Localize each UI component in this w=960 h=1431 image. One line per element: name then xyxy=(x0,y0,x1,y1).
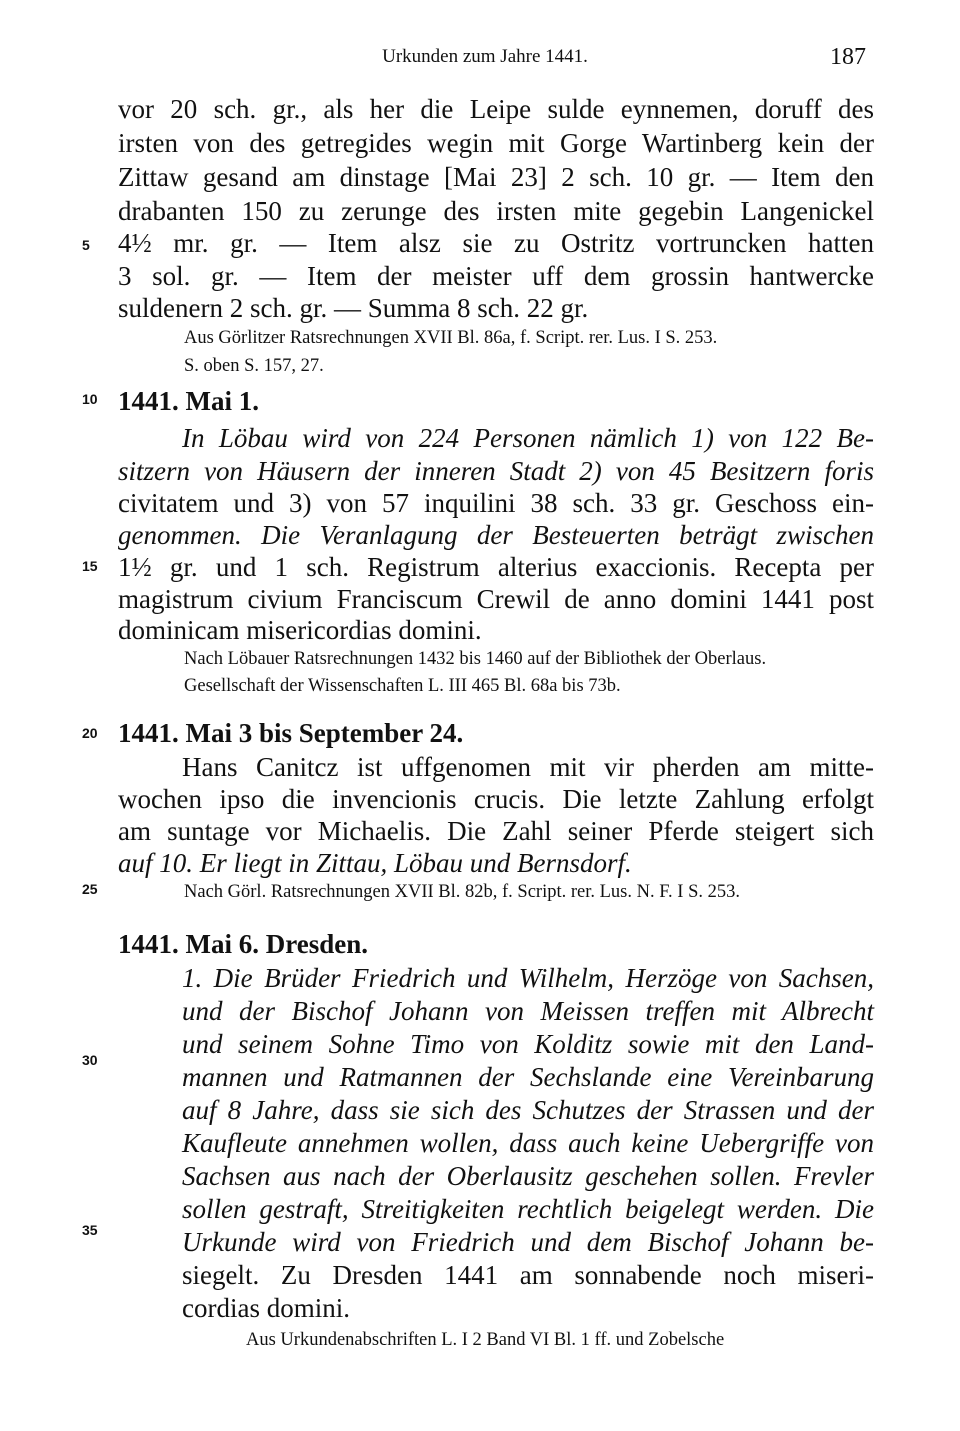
text-line: 4½ mr. gr. — Item alsz sie zu Ostritz vortruncken hatten xyxy=(118,228,874,258)
line-number: 15 xyxy=(82,558,98,574)
page-number: 187 xyxy=(830,44,866,70)
line-number: 5 xyxy=(82,237,90,253)
text-line: Sachsen aus nach der Oberlausitz geschehen sollen. Frevler xyxy=(182,1161,874,1191)
text-line: 1½ gr. und 1 sch. Registrum alterius exaccionis. Recepta per xyxy=(118,552,874,582)
text-line: suldenern 2 sch. gr. — Summa 8 sch. 22 gr. xyxy=(118,293,589,323)
text-line: und seinem Sohne Timo von Kolditz sowie mit den Land- xyxy=(182,1029,874,1059)
text-line: 1. Die Brüder Friedrich und Wilhelm, Herzöge von Sachsen, xyxy=(182,963,874,993)
entry-heading: 1441. Mai 6. Dresden. xyxy=(118,929,368,959)
text-line: und der Bischof Johann von Meissen treffen mit Albrecht xyxy=(182,996,874,1026)
text-line: mannen und Ratmannen der Sechslande eine Vereinbarung xyxy=(182,1062,874,1092)
text-line: Zittaw gesand am dinstage [Mai 23] 2 sch. 10 gr. — Item den xyxy=(118,162,874,192)
text-line: drabanten 150 zu zerunge des irsten mite gegebin Langenickel xyxy=(118,196,874,226)
text-line: auf 10. Er liegt in Zittau, Löbau und Bernsdorf. xyxy=(118,848,632,878)
text-line: irsten von des getregides wegin mit Gorge Wartinberg kein der xyxy=(118,128,874,158)
text-line: am suntage vor Michaelis. Die Zahl seiner Pferde steigert sich xyxy=(118,816,874,846)
text-line: Urkunde wird von Friedrich und dem Bischof Johann be- xyxy=(182,1227,874,1257)
text-line: auf 8 Jahre, dass sie sich des Schutzes der Strassen und der xyxy=(182,1095,874,1125)
line-number: 35 xyxy=(82,1222,98,1238)
line-number: 20 xyxy=(82,725,98,741)
line-number: 10 xyxy=(82,391,98,407)
text-line: cordias domini. xyxy=(182,1293,350,1323)
text-line: wochen ipso die invencionis crucis. Die letzte Zahlung erfolgt xyxy=(118,784,874,814)
line-number: 25 xyxy=(82,881,98,897)
source-note: Gesellschaft der Wissenschaften L. III 465 Bl. 68a bis 73b. xyxy=(184,676,621,696)
source-note: S. oben S. 157, 27. xyxy=(184,356,324,376)
source-note: Nach Löbauer Ratsrechnungen 1432 bis 1460 auf der Bibliothek der Oberlaus. xyxy=(184,649,767,669)
text-line: sollen gestraft, Streitigkeiten rechtlich beigelegt werden. Die xyxy=(182,1194,874,1224)
text-line: Kaufleute annehmen wollen, dass auch keine Uebergriffe von xyxy=(182,1128,874,1158)
text-line: Hans Canitcz ist uffgenomen mit vir pherden am mitte- xyxy=(182,752,874,782)
text-line: genommen. Die Veranlagung der Besteuerten beträgt zwischen xyxy=(118,520,874,550)
line-number: 30 xyxy=(82,1052,98,1068)
source-note: Aus Urkundenabschriften L. I 2 Band VI Bl. 1 ff. und Zobelsche xyxy=(246,1330,725,1350)
entry-heading: 1441. Mai 3 bis September 24. xyxy=(118,718,464,748)
text-line: vor 20 sch. gr., als her die Leipe sulde eynnemen, doruff des xyxy=(118,94,874,124)
running-header: Urkunden zum Jahre 1441. xyxy=(382,46,588,67)
source-note: Aus Görlitzer Ratsrechnungen XVII Bl. 86a, f. Script. rer. Lus. I S. 253. xyxy=(184,328,718,348)
text-line: sitzern von Häusern der inneren Stadt 2) von 45 Besitzern foris xyxy=(118,456,874,486)
text-line: dominicam misericordias domini. xyxy=(118,615,482,645)
text-line: siegelt. Zu Dresden 1441 am sonnabende noch miseri- xyxy=(182,1260,874,1290)
source-note: Nach Görl. Ratsrechnungen XVII Bl. 82b, f. Script. rer. Lus. N. F. I S. 253. xyxy=(184,882,741,902)
text-line: civitatem und 3) von 57 inquilini 38 sch. 33 gr. Geschoss ein- xyxy=(118,488,874,518)
text-line: 3 sol. gr. — Item der meister uff dem grossin hantwercke xyxy=(118,261,874,291)
entry-heading: 1441. Mai 1. xyxy=(118,386,259,416)
text-line: In Löbau wird von 224 Personen nämlich 1) von 122 Be- xyxy=(182,423,874,453)
text-line: magistrum civium Franciscum Crewil de anno domini 1441 post xyxy=(118,584,874,614)
